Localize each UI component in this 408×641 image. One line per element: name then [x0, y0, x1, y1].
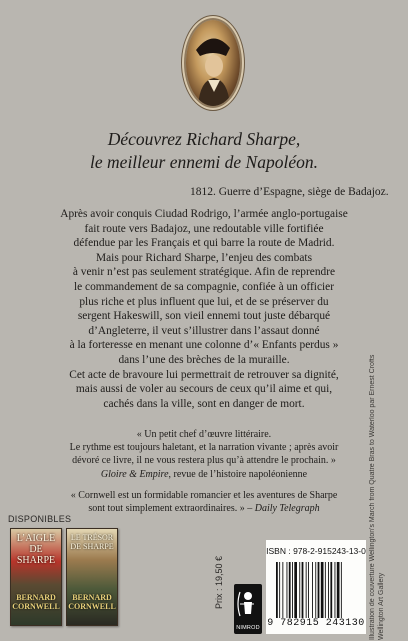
quote-line: « Un petit chef d’œuvre littéraire.: [136, 429, 272, 440]
press-quotes: [0, 428, 408, 515]
synopsis-line: d’Angleterre, il veut s’illustrer dans l’assaut donné: [88, 324, 320, 337]
quote-source-rest: , revue de l’histoire napoléonienne: [168, 468, 308, 480]
book-cover-tresor: [66, 528, 118, 626]
barcode-digits: 9 782915 243130: [267, 618, 365, 629]
credit-line: Illustration de couverture Wellington's March from Quatre Bras to Waterloo par Ernest Crofts: [369, 354, 376, 640]
quote-line: « Cornwell est un formidable romancier et les aventures de Sharpe: [70, 489, 338, 501]
tagline-line: le meilleur ennemi de Napoléon.: [90, 152, 318, 172]
tagline-line: Découvrez Richard Sharpe,: [107, 129, 301, 149]
synopsis-line: Cet acte de bravoure lui permettrait de retrouver sa dignité,: [69, 368, 339, 381]
cover-author: BERNARD CORNWELL: [68, 593, 116, 611]
synopsis-line: Mais pour Richard Sharpe, l’enjeu des combats: [95, 251, 313, 264]
synopsis-line: mais aussi de voler au secours de ceux qu’il aime et qui,: [75, 383, 333, 396]
price-label: Prix : 19,50 €: [214, 555, 224, 609]
synopsis-line: à la forteresse en menant une colonne d’« Enfants perdus »: [69, 339, 339, 352]
isbn-label: ISBN : 978-2-915243-13-0: [266, 546, 366, 556]
quote-line: Le rythme est toujours haletant, et la narration vivante ; après avoir: [69, 442, 339, 454]
portrait-medallion: [186, 20, 240, 106]
publisher-logo: [234, 584, 262, 634]
napoleon-portrait-icon: [186, 20, 240, 106]
illustration-credits: [368, 354, 398, 640]
cover-author: BERNARD CORNWELL: [12, 593, 60, 611]
publisher-name: NIMROD: [236, 625, 260, 631]
tagline: [0, 128, 408, 174]
book-cover-aigle: [10, 528, 62, 626]
cover-title: L’AIGLE DE SHARPE: [16, 533, 56, 566]
lead-sentence: 1812. Guerre d’Espagne, siège de Badajoz.: [190, 186, 389, 198]
synopsis-line: dans l’une des brèches de la muraille.: [118, 353, 290, 366]
barcode-panel: [266, 540, 366, 634]
synopsis-line: défendue par les Français et qui barre la route de Madrid.: [73, 237, 335, 250]
quote-source: [0, 468, 408, 481]
synopsis-line: le commandement de sa compagnie, confiée à un officier: [73, 280, 335, 293]
archer-icon: [234, 584, 262, 624]
quote-source: – Daily Telegraph: [244, 503, 320, 515]
available-label: DISPONIBLES: [8, 514, 72, 524]
quote-text: sont tout simplement extraordinaires. »: [88, 503, 245, 515]
synopsis-line: sergent Hakeswill, son vieil ennemi tout juste débarqué: [77, 310, 331, 323]
quote-source-title: Gloire & Empire: [100, 468, 169, 480]
synopsis-line: Après avoir conquis Ciudad Rodrigo, l’armée anglo-portugaise: [60, 208, 348, 220]
cover-title: LE TRÉSOR DE SHARPE: [70, 533, 114, 551]
barcode-icon: [276, 562, 362, 618]
quote-line: dévoré ce livre, il ne vous restera plus qu’à attendre le prochain. »: [72, 455, 336, 467]
credit-line: Wellington Art Gallery: [378, 572, 385, 640]
synopsis-line: plus riche et plus influent que lui, et de se préserver du: [79, 295, 329, 308]
synopsis: [0, 207, 408, 411]
synopsis-line: à venir n’est pas seulement stratégique. Afin de reprendre: [72, 266, 336, 279]
synopsis-line: cachés dans la ville, sont en danger de mort.: [103, 397, 305, 410]
synopsis-line: fait route vers Badajoz, une redoutable ville fortifiée: [84, 222, 324, 235]
